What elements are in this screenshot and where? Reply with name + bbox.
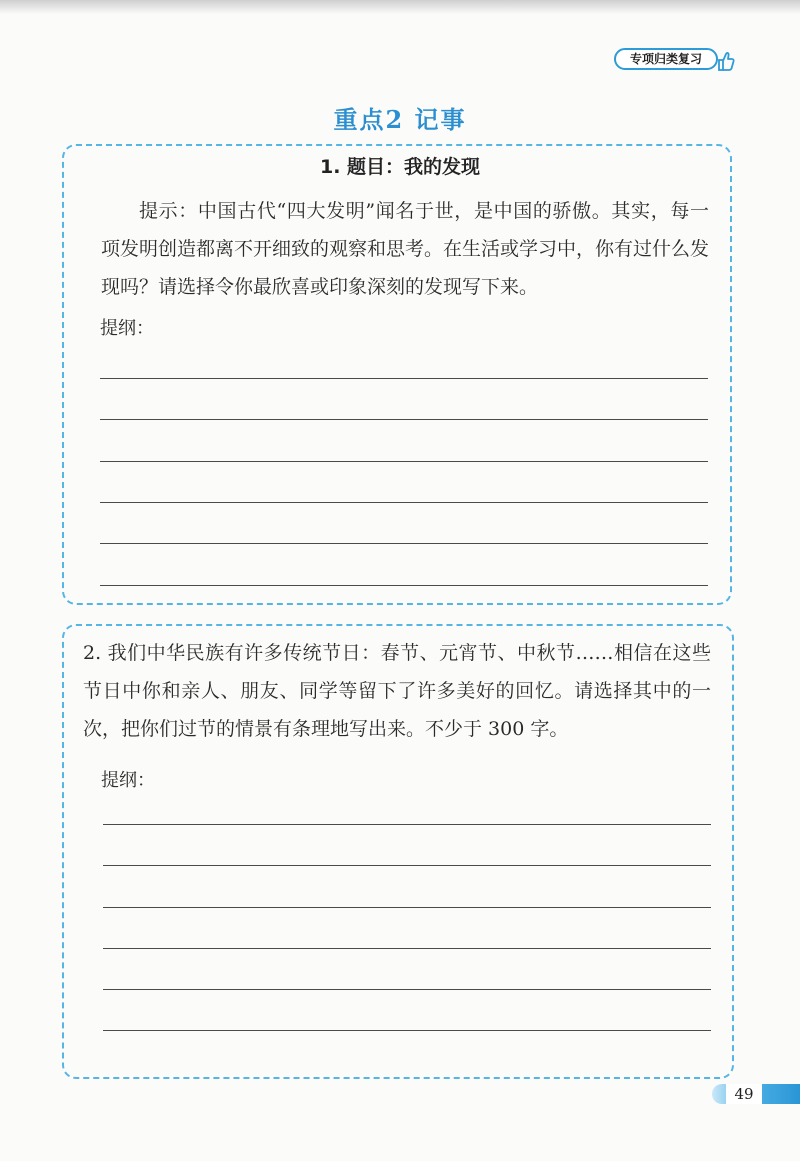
writing-line[interactable] — [103, 865, 711, 866]
writing-line[interactable] — [103, 948, 711, 949]
section-title: 重点2 记事 — [333, 105, 467, 134]
question2-outline-label: 提纲： — [101, 770, 155, 791]
question1-title: 1. 题目：我的发现 — [319, 156, 481, 178]
question2-prompt: 2. 我们中华民族有许多传统节日：春节、元宵节、中秋节……相信在这些节日中你和亲人、朋友、同学等留下了许多美好的回忆。请选择其中的一次，把你们过节的情景有条理地写出来。不少于 300 字。 — [83, 642, 711, 740]
writing-line[interactable] — [103, 989, 711, 990]
section-badge: 专项归类复习 — [614, 48, 718, 70]
writing-line[interactable] — [100, 461, 708, 462]
writing-line[interactable] — [100, 585, 708, 586]
page-number: 49 — [734, 1085, 754, 1103]
thumbs-up-icon — [715, 50, 735, 72]
writing-line[interactable] — [103, 1030, 711, 1031]
writing-line[interactable] — [100, 378, 708, 379]
writing-line[interactable] — [103, 907, 711, 908]
writing-line[interactable] — [103, 824, 711, 825]
writing-line[interactable] — [100, 419, 708, 420]
question1-outline-label: 提纲： — [100, 318, 154, 339]
writing-line[interactable] — [100, 543, 708, 544]
writing-line[interactable] — [100, 502, 708, 503]
page-top-edge — [0, 0, 800, 14]
question1-prompt: 提示：中国古代“四大发明”闻名于世，是中国的骄傲。其实，每一项发明创造都离不开细致的观察和思考。在生活或学习中，你有过什么发现吗？请选择令你最欣喜或印象深刻的发现写下来。 — [101, 200, 710, 298]
